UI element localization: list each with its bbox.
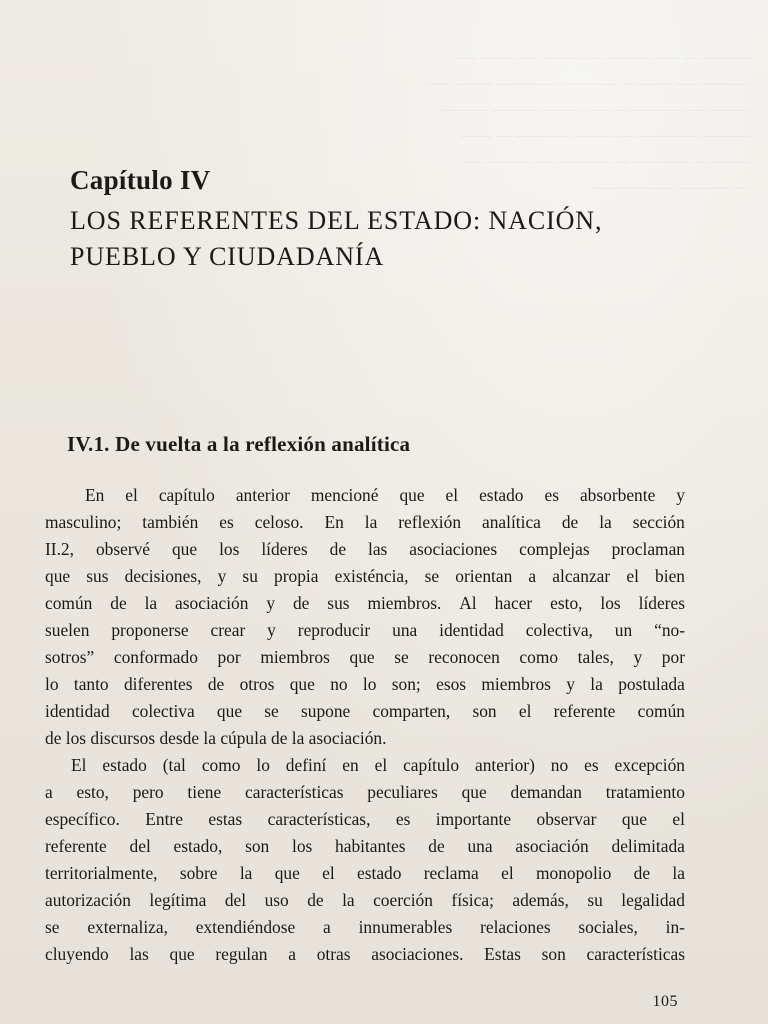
text-line: específico. Entre estas características, es importante observar que el	[45, 809, 685, 829]
text-line: En el capítulo anterior mencioné que el estado es absorbente y	[85, 485, 685, 505]
text-line: se externaliza, extendiéndose a innumerables relaciones sociales, in-	[45, 917, 685, 937]
text-line: autorización legítima del uso de la coerción física; además, su legalidad	[45, 890, 685, 910]
text-line: común de la asociación y de sus miembros. Al hacer esto, los líderes	[45, 593, 685, 613]
chapter-title-line: PUEBLO Y CIUDADANÍA	[70, 242, 385, 271]
chapter-title	[70, 203, 690, 275]
text-line: masculino; también es celoso. En la reflexión analítica de la sección	[45, 512, 685, 532]
text-line: II.2, observé que los líderes de las asociaciones complejas proclaman	[45, 539, 685, 559]
bleed-through-text: ______ __ ___ ______ __ _____ ___ ____ ___ ______ ___ ____ __ _______ ________ _____ ___ _____ ___ ______ __ ___ _____ ______ ______ ______ ________ __ _____ _______ __ ____ _____ __ _______ __ _______ __ ______ __ __ _______ __________	[425, 45, 750, 191]
text-line: cluyendo las que regulan a otras asociaciones. Estas son características	[45, 944, 685, 964]
text-line: territorialmente, sobre la que el estado reclama el monopolio de la	[45, 863, 685, 883]
text-line: referente del estado, son los habitantes de una asociación delimitada	[45, 836, 685, 856]
section-heading: IV.1. De vuelta a la reflexión analítica	[67, 432, 411, 456]
text-line: a esto, pero tiene características peculiares que demandan tratamiento	[45, 782, 685, 802]
text-line: identidad colectiva que se supone comparten, son el referente común	[45, 701, 685, 721]
text-line: lo tanto diferentes de otros que no lo son; esos miembros y la postulada	[45, 674, 685, 694]
page-number: 105	[652, 993, 678, 1010]
chapter-title-line: LOS REFERENTES DEL ESTADO: NACIÓN,	[70, 206, 603, 235]
chapter-label: Capítulo IV	[70, 165, 211, 195]
text-line: que sus decisiones, y su propia existéncia, se orientan a alcanzar el bien	[45, 566, 685, 586]
text-line: sotros” conformado por miembros que se reconocen como tales, y por	[45, 647, 685, 667]
text-line: El estado (tal como lo definí en el capítulo anterior) no es excepción	[71, 755, 685, 775]
text-line: de los discursos desde la cúpula de la asociación.	[45, 728, 387, 748]
text-line: suelen proponerse crear y reproducir una identidad colectiva, un “no-	[45, 620, 685, 640]
body-text	[45, 482, 685, 968]
